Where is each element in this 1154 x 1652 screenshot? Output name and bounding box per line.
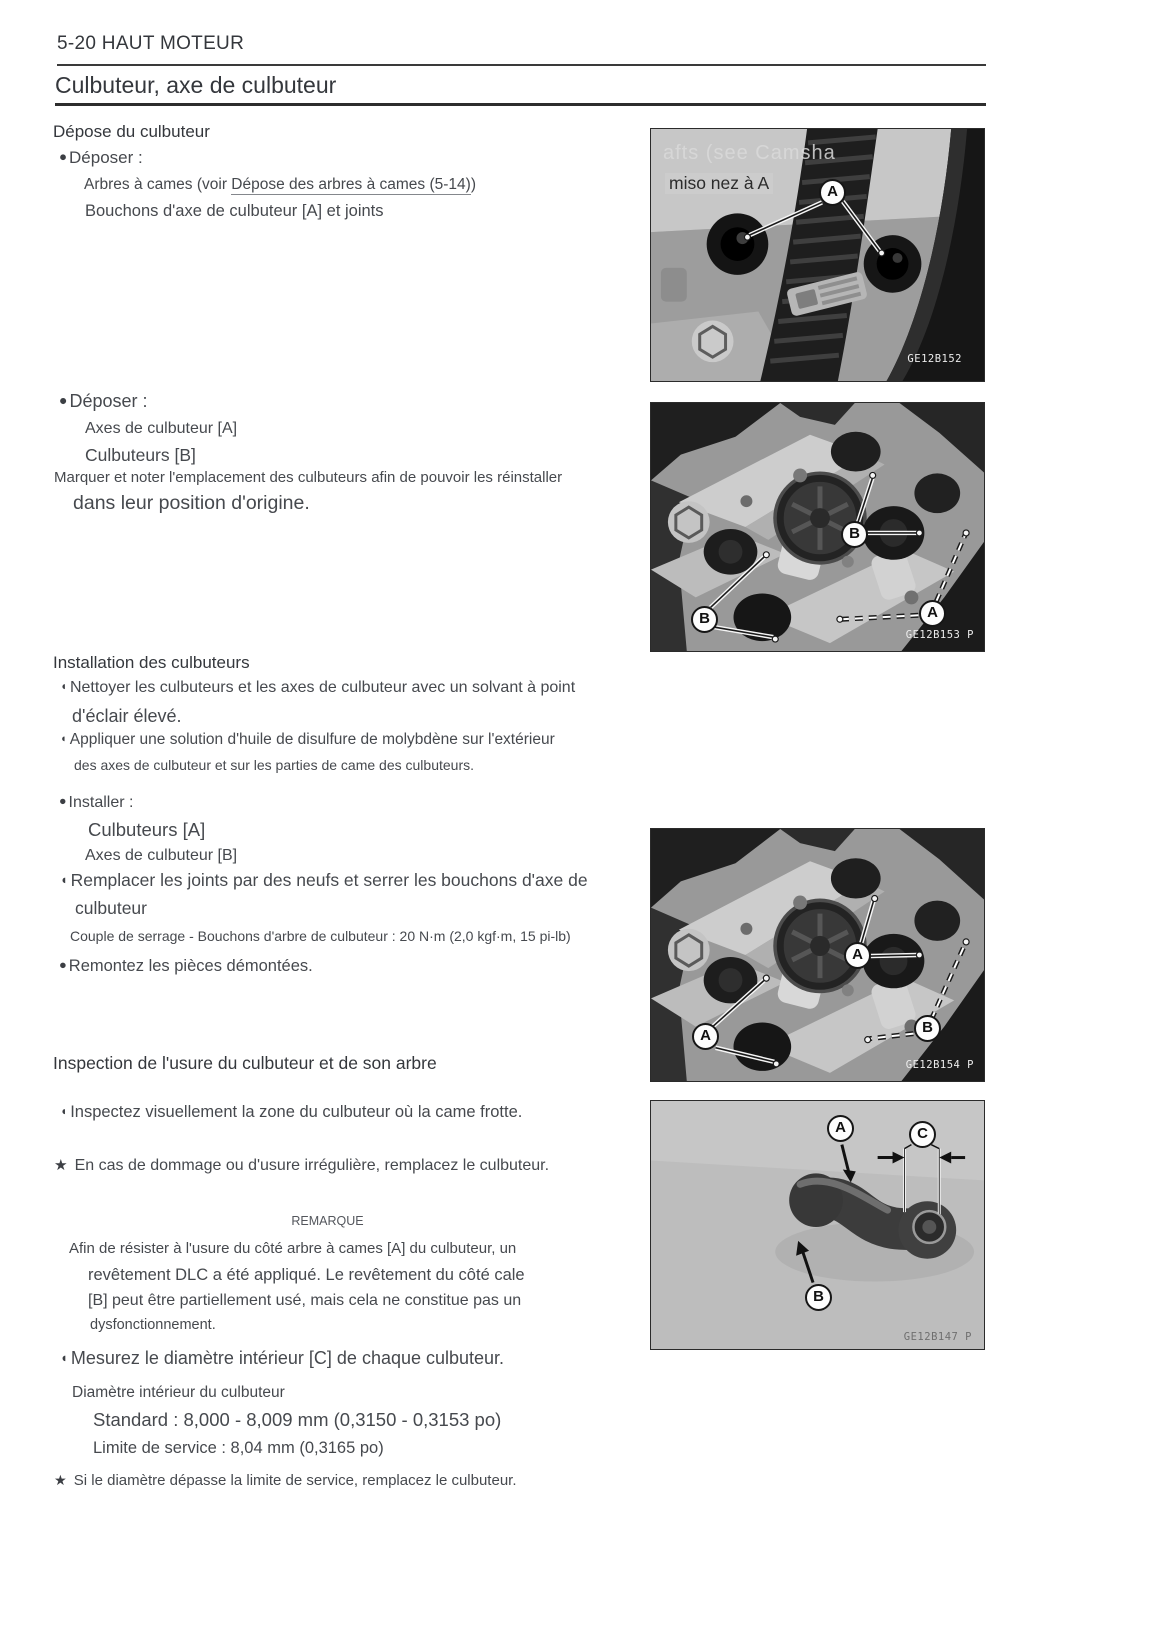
step-item-shafts: Axes de culbuteur [A] xyxy=(85,420,238,437)
step-installer xyxy=(59,794,133,812)
step-replace-gaskets xyxy=(60,870,588,891)
step-deposer-1 xyxy=(59,148,143,168)
callout-label-b: B xyxy=(691,606,718,633)
step-apply-oil-cont: des axes de culbuteur et sur les parties de came des culbuteurs. xyxy=(74,757,474,773)
callout-label-a: A xyxy=(919,600,946,627)
bullet-dot-icon: ● xyxy=(59,794,67,808)
callout-label-a: A xyxy=(844,942,871,969)
step-text: Remontez les pièces démontées. xyxy=(68,957,313,975)
remark-line-4: dysfonctionnement. xyxy=(90,1317,216,1333)
bullet-half-icon: ◖ xyxy=(60,733,67,745)
conditional-replace-1 xyxy=(54,1156,549,1175)
step-text: Appliquer une solution d'huile de disulfure de molybdène sur l'extérieur xyxy=(69,731,555,748)
install-item-shafts: Axes de culbuteur [B] xyxy=(85,847,238,864)
bullet-dot-icon: ● xyxy=(59,392,68,408)
bullet-half-icon: ◖ xyxy=(60,1104,68,1118)
callout-label-c: C xyxy=(909,1121,936,1148)
remark-line-1: Afin de résister à l'usure du côté arbre à cames [A] du culbuteur, un xyxy=(69,1240,517,1257)
step-text: Mesurez le diamètre intérieur [C] de chaque culbuteur. xyxy=(70,1348,505,1368)
bullet-half-icon: ◖ xyxy=(60,1350,68,1365)
step-text: Inspectez visuellement la zone du culbuteur où la came frotte. xyxy=(70,1103,523,1121)
figure-rocker-install-photo xyxy=(650,828,985,1082)
step-clean xyxy=(60,679,575,697)
bullet-half-icon: ◖ xyxy=(60,681,67,693)
note-mark-positions-1: Marquer et noter l'emplacement des culbuteurs afin de pouvoir les réinstaller xyxy=(54,469,563,486)
callout-label-b: B xyxy=(805,1284,832,1311)
figure-rocker-arm-photo xyxy=(650,1100,985,1350)
step-replace-gaskets-cont: culbuteur xyxy=(75,898,147,918)
step-text: Si le diamètre dépasse la limite de service, remplacez le culbuteur. xyxy=(73,1472,517,1489)
figure-code: GE12B152 xyxy=(907,353,962,365)
item-text-post: ) xyxy=(470,176,476,193)
step-clean-cont: d'éclair élevé. xyxy=(72,706,182,726)
spec-standard: Standard : 8,000 - 8,009 mm (0,3150 - 0,3153 po) xyxy=(93,1409,502,1430)
engine-photo-art xyxy=(651,129,984,381)
step-deposer-2 xyxy=(59,391,148,412)
remark-label: REMARQUE xyxy=(291,1214,364,1228)
star-icon: ★ xyxy=(54,1473,67,1489)
callout-label-b: B xyxy=(914,1015,941,1042)
conditional-replace-2 xyxy=(54,1472,517,1489)
spec-service-limit: Limite de service : 8,04 mm (0,3165 po) xyxy=(93,1439,384,1457)
page-title: Culbuteur, axe de culbuteur xyxy=(55,72,337,98)
spec-title: Diamètre intérieur du culbuteur xyxy=(72,1384,285,1401)
section-heading-depose: Dépose du culbuteur xyxy=(53,122,210,141)
install-item-rockers: Culbuteurs [A] xyxy=(88,819,206,840)
step-text: En cas de dommage ou d'usure irrégulière, remplacez le culbuteur. xyxy=(74,1157,550,1174)
step-item-camshafts xyxy=(84,176,476,194)
star-icon: ★ xyxy=(54,1157,68,1174)
photo-translated-caption: miso nez à A xyxy=(665,173,773,194)
step-text: Déposer : xyxy=(69,391,148,411)
figure-rocker-removal-photo xyxy=(650,402,985,652)
item-text-pre: Arbres à cames (voir xyxy=(84,176,232,193)
remark-line-3: [B] peut être partiellement usé, mais cela ne constitue pas un xyxy=(88,1292,522,1309)
step-text: Remplacer les joints par des neufs et serrer les bouchons d'axe de xyxy=(70,870,588,890)
callout-label-a: A xyxy=(819,179,846,206)
callout-label-a: A xyxy=(692,1023,719,1050)
callout-label-a: A xyxy=(827,1115,854,1142)
section-heading-installation: Installation des culbuteurs xyxy=(53,653,250,672)
cross-reference-link[interactable]: Dépose des arbres à cames (5-14) xyxy=(231,176,471,193)
header-rule xyxy=(57,64,986,66)
figure-code: GE12B153 P xyxy=(905,629,974,641)
bullet-half-icon: ◖ xyxy=(60,873,68,887)
page-header: 5-20 HAUT MOTEUR xyxy=(57,33,245,54)
step-item-plugs: Bouchons d'axe de culbuteur [A] et joints xyxy=(85,202,384,220)
bullet-dot-icon: ● xyxy=(59,957,67,972)
figure-plug-removal-photo xyxy=(650,128,985,382)
step-text: Installer : xyxy=(68,794,134,811)
figure-code: GE12B147 P xyxy=(903,1331,972,1343)
step-inspect xyxy=(60,1103,522,1122)
step-reassemble xyxy=(59,957,313,976)
torque-spec: Couple de serrage - Bouchons d'arbre de culbuteur : 20 N·m (2,0 kgf·m, 15 pi-lb) xyxy=(70,928,571,944)
callout-label-b: B xyxy=(841,521,868,548)
step-item-rockers: Culbuteurs [B] xyxy=(85,445,196,465)
remark-line-2: revêtement DLC a été appliqué. Le revêtement du côté cale xyxy=(88,1266,525,1284)
section-heading-inspection: Inspection de l'usure du culbuteur et de son arbre xyxy=(53,1053,437,1073)
step-text: Nettoyer les culbuteurs et les axes de culbuteur avec un solvant à point xyxy=(69,679,576,696)
step-measure xyxy=(60,1348,504,1369)
step-apply-oil xyxy=(60,731,555,749)
figure-code: GE12B154 P xyxy=(905,1059,974,1071)
title-rule xyxy=(55,103,986,106)
step-text: Déposer : xyxy=(69,148,143,167)
bullet-dot-icon: ● xyxy=(59,149,68,164)
ghost-print-text: afts (see Camsha xyxy=(663,142,836,164)
note-mark-positions-2: dans leur position d'origine. xyxy=(73,492,310,514)
